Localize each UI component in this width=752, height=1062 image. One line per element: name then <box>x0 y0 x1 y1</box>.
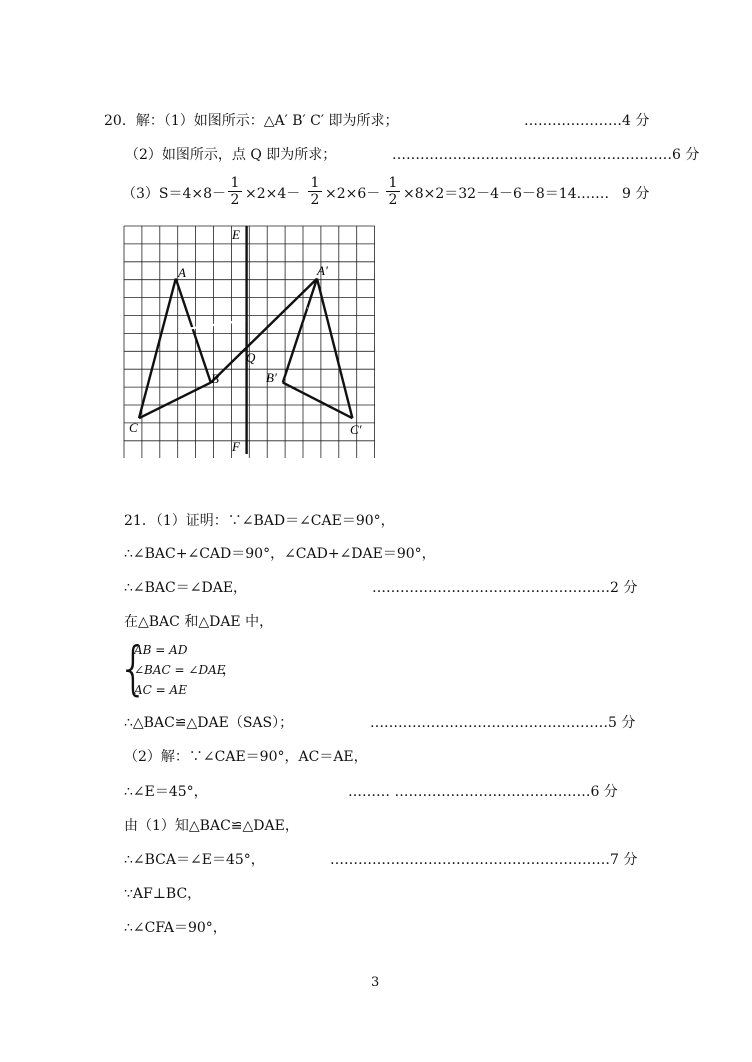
q21-line9: ∴∠BCA＝∠E＝45°， <box>124 852 265 868</box>
fraction-numerator: 1 <box>308 175 322 192</box>
q20-line3-score: 9 分 <box>622 186 650 202</box>
q21-line3-score: ……………………………………………2 分 <box>372 580 638 596</box>
q21-line3: ∴∠BAC＝∠DAE， <box>124 580 248 596</box>
q21-line7-score: ……… ……………………………………6 分 <box>348 784 618 800</box>
triangle-abc <box>139 279 211 419</box>
q21-line11: ∴∠CFA＝90°， <box>124 920 227 936</box>
q21-line8: 由（1）知△BAC≌△DAE， <box>124 818 299 834</box>
q20-line1: 20．解：（1）如图所示：△A′ B′ C′ 即为所求； <box>104 113 399 129</box>
reflection-dash-2 <box>268 308 308 314</box>
triangle-a1b1c1 <box>283 279 353 419</box>
q21-line4: 在△BAC 和△DAE 中， <box>124 614 274 630</box>
q21-line10: ∵AF⊥BC， <box>124 886 202 902</box>
q21-line1: 21．（1）证明：∵∠BAD＝∠CAE＝90°， <box>124 513 395 529</box>
q21-line7: ∴∠E＝45°， <box>124 784 208 800</box>
page-number: 3 <box>371 975 380 990</box>
q20-line3-part2: ×2×6－ <box>325 186 381 202</box>
fraction-numerator: 1 <box>386 175 400 192</box>
label-b: B <box>211 371 219 386</box>
fraction-denominator: 2 <box>310 192 320 208</box>
q21-line2: ∴∠BAC+∠CAD＝90°，∠CAD+∠DAE＝90°， <box>124 546 436 562</box>
fraction-numerator: 1 <box>228 175 242 192</box>
fraction-3 <box>386 175 400 208</box>
fraction-denominator: 2 <box>230 192 240 208</box>
label-c: C <box>129 420 138 435</box>
system-line-2: ∠BAC = ∠DAE <box>134 663 226 677</box>
system-line-1: AB = AD <box>134 643 188 657</box>
geometry-figure <box>120 222 376 458</box>
q20-line2: （2）如图所示，点 Q 即为所求； <box>125 147 337 163</box>
segment-a1c1 <box>317 279 352 419</box>
fraction-denominator: 2 <box>388 192 398 208</box>
q21-line5: ∴△BAC≌△DAE（SAS）； <box>124 715 294 731</box>
label-c-prime: C′ <box>350 422 362 437</box>
label-a: A <box>178 265 186 280</box>
q20-line3-prefix: （3）S＝4×8－ <box>122 186 227 202</box>
grid-lines <box>124 226 375 458</box>
segment-b1c1 <box>283 383 353 419</box>
q21-line5-score: ……………………………………………5 分 <box>370 715 636 731</box>
label-f: F <box>232 439 240 454</box>
system-brace: { <box>118 635 149 703</box>
q20-line3-part3: ×8×2＝32－4－6－8＝14.…… <box>403 186 610 202</box>
system-comma: ， <box>222 662 236 678</box>
q21-line6: （2）解：∵∠CAE＝90°，AC＝AE， <box>124 749 368 765</box>
label-q: Q <box>246 350 256 365</box>
q20-line1-score: …………………4 分 <box>524 113 650 129</box>
system-line-3: AC = AE <box>134 683 187 697</box>
segment-bc <box>139 383 211 419</box>
q20-line2-score: ……………………………………………………6 分 <box>392 147 700 163</box>
label-a-prime: A′ <box>317 263 328 278</box>
fraction-1 <box>228 175 242 208</box>
fraction-2 <box>308 175 322 208</box>
label-e: E <box>232 227 240 242</box>
segment-ac <box>139 279 176 419</box>
q21-line9-score: ……………………………………………………7 分 <box>330 852 638 868</box>
q20-line3-part1: ×2×4－ <box>245 186 301 202</box>
label-b-prime: B′ <box>266 370 277 385</box>
